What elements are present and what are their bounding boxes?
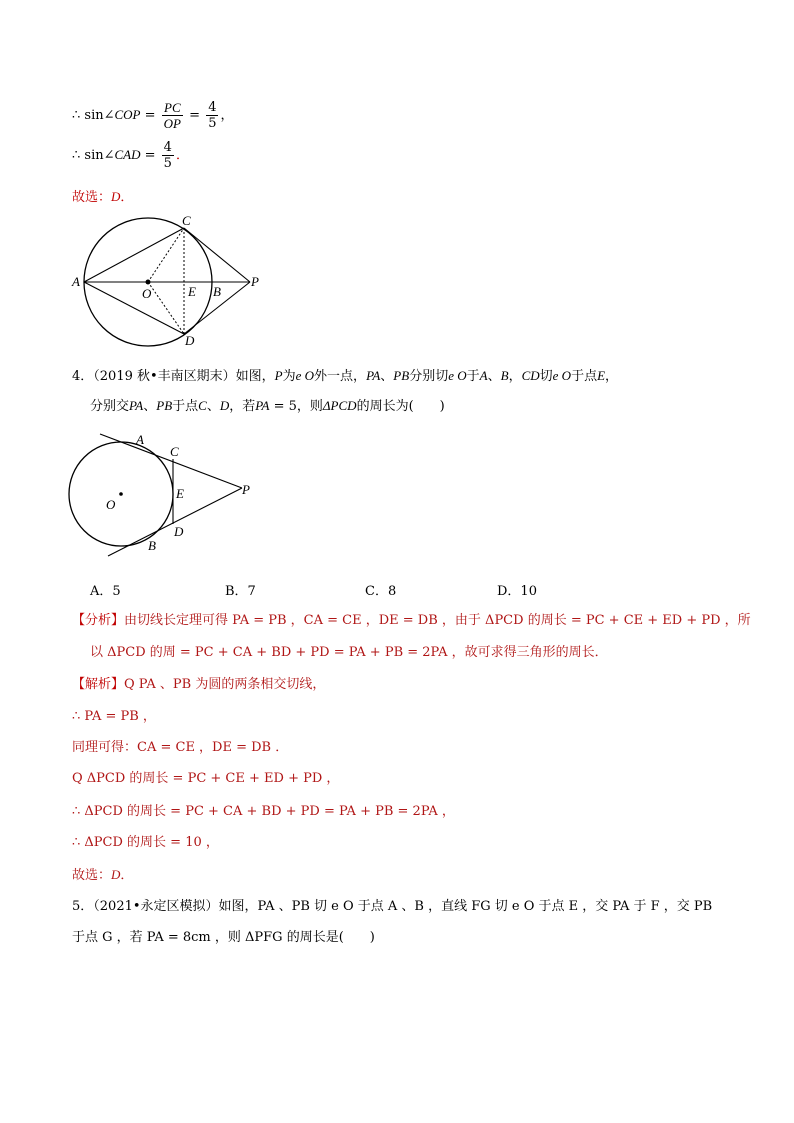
label-e: E: [188, 284, 196, 299]
fraction-4-5: $\frac{4}{5}$: [208, 100, 217, 131]
sin-cad-line: ∴ sin∠CAD = $\frac{4}{5}$ ．: [72, 140, 189, 171]
option-d[interactable]: D．10: [497, 584, 537, 599]
center-point-o-2: [119, 492, 123, 496]
label-c: C: [182, 213, 191, 228]
label-b-2: B: [148, 538, 156, 553]
label-c-2: C: [170, 444, 179, 459]
solution-line-7: 故选：D．: [72, 867, 134, 883]
label-b: B: [213, 284, 221, 299]
option-a[interactable]: A．5: [90, 584, 121, 599]
label-a-2: A: [136, 432, 144, 447]
label-d-2: D: [174, 524, 184, 539]
label-e-2: E: [176, 486, 184, 501]
line-ac: [84, 228, 184, 282]
solution-line-4: Q ΔPCD 的周长 = PC + CE + ED + PD ，: [72, 771, 340, 786]
center-point-o: [146, 280, 151, 285]
analysis-line-1: 【分析】由切线长定理可得 PA = PB ，CA = CE ，DE = DB ，由于 ΔPCD 的周长 = PC + CE + ED + PD ，所: [72, 613, 751, 628]
line-ad: [84, 282, 184, 334]
figure-1-diagram: [66, 212, 276, 352]
question-5-line-2: 于点 G ，若 PA = 8cm ，则 ΔPFG 的周长是( ): [72, 930, 375, 945]
label-o-2: O: [106, 497, 116, 512]
sin-cop-line: ∴ sin∠COP = $\frac{PC}{OP}$ = $\frac{4}{5}$ ，: [72, 100, 234, 131]
label-o: O: [142, 286, 152, 301]
tangent-pb: [108, 488, 242, 556]
line-cp: [184, 228, 250, 282]
label-a: A: [72, 274, 80, 289]
fraction-4-5-b: $\frac{4}{5}$: [163, 140, 172, 171]
answer-line-1: 故选：D．: [72, 189, 134, 205]
line-oc-dashed: [148, 228, 184, 282]
analysis-line-2: 以 ΔPCD 的周 = PC + CA + BD + PD = PA + PB = 2PA ，故可求得三角形的周长．: [90, 645, 608, 660]
label-d: D: [185, 333, 195, 348]
option-b[interactable]: B．7: [225, 584, 256, 599]
solution-line-6: ∴ ΔPCD 的周长 = 10 ，: [72, 835, 219, 850]
solution-line-3: 同理可得：CA = CE ，DE = DB ．: [72, 740, 289, 755]
solution-line-1: 【解析】Q PA 、PB 为圆的两条相交切线，: [72, 677, 326, 692]
figure-2-diagram: [64, 428, 260, 560]
fraction-pc-op: $\frac{PC}{OP}$: [163, 100, 182, 131]
label-p-2: P: [242, 482, 250, 497]
question-4-line-1: 4．（2019 秋•丰南区期末）如图，P为e O外一点，PA、PB分别切e O于A、B，CD切e O于点E，: [72, 368, 619, 384]
question-5-line-1: 5．（2021•永定区模拟）如图，PA 、PB 切 e O 于点 A 、B ，直线 FG 切 e O 于点 E ，交 PA 于 F ，交 PB: [72, 899, 713, 914]
line-od-dashed: [148, 282, 184, 334]
solution-line-5: ∴ ΔPCD 的周长 = PC + CA + BD + PD = PA + PB = 2PA ，: [72, 804, 455, 819]
label-p: P: [251, 274, 259, 289]
question-4-line-2: 分别交PA、PB于点C、D，若PA = 5，则ΔPCD的周长为( ): [90, 398, 445, 414]
solution-line-2: ∴ PA = PB ，: [72, 709, 156, 724]
option-c[interactable]: C．8: [365, 584, 397, 599]
